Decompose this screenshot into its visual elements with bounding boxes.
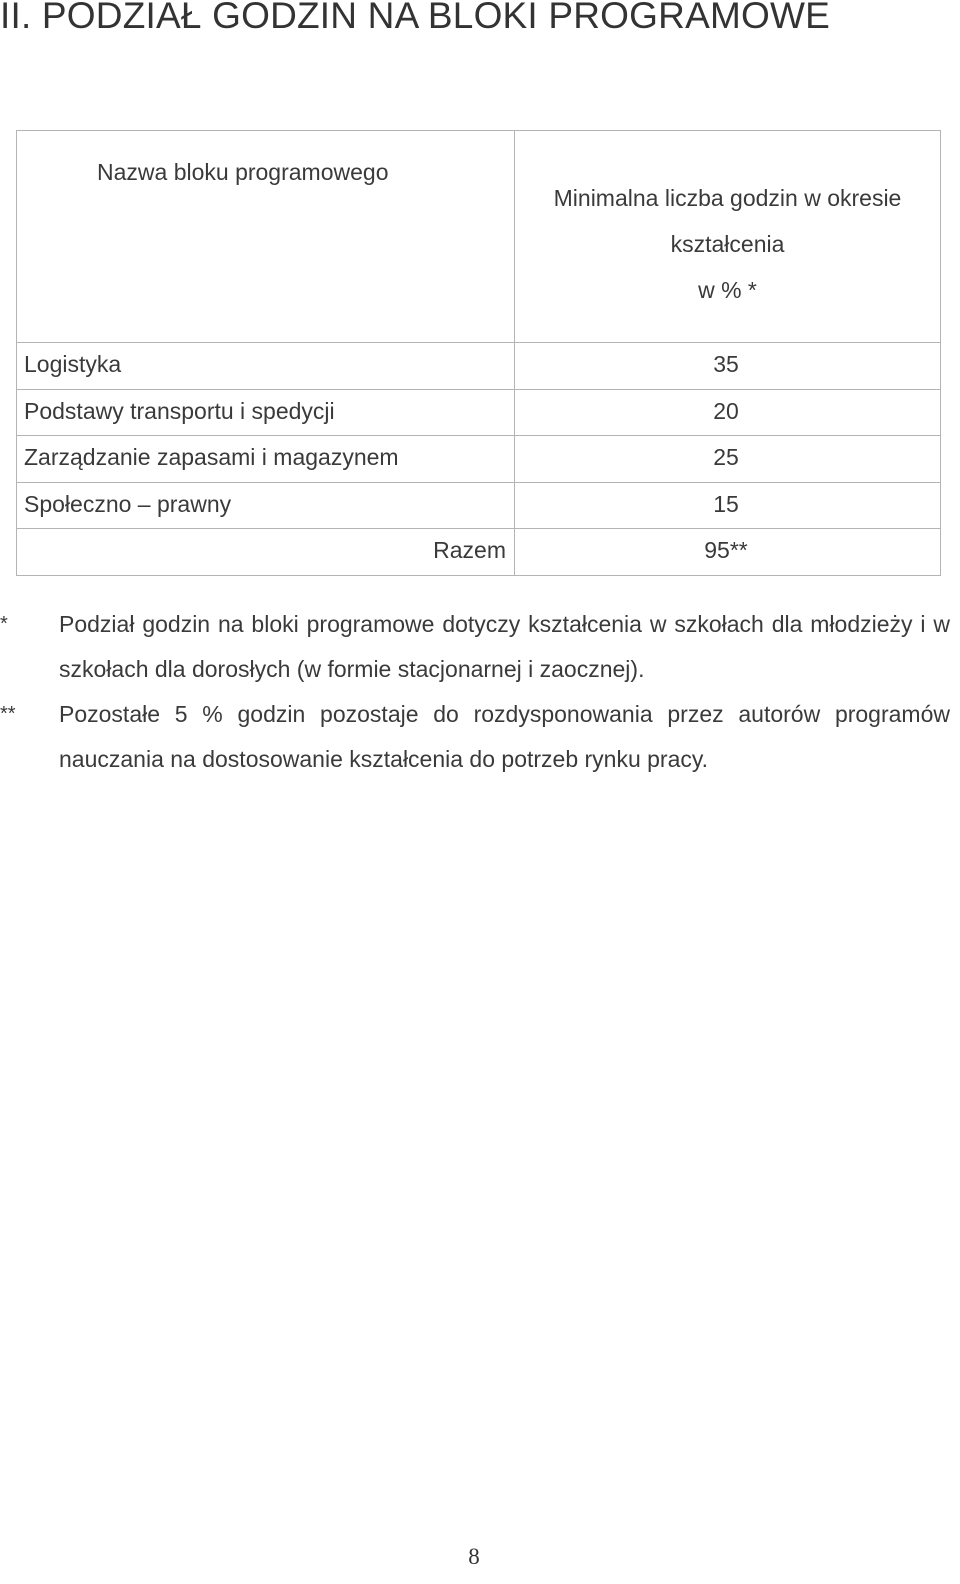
- program-blocks-table: [16, 130, 941, 576]
- table-header-row: [17, 131, 940, 342]
- block-percent: 35: [713, 351, 739, 377]
- block-name-cell: [17, 436, 514, 482]
- header-cell-block-name: [17, 131, 514, 342]
- footnote-marker: *: [0, 613, 8, 635]
- block-percent-cell: [514, 483, 940, 529]
- block-percent: 20: [713, 397, 739, 424]
- block-percent: 15: [713, 490, 739, 517]
- table-row: [17, 482, 940, 529]
- block-name: Logistyka: [24, 351, 122, 377]
- header-cell-min-hours: [514, 131, 940, 342]
- block-percent-cell: [514, 436, 940, 482]
- table-row: [17, 342, 940, 389]
- header-block-name: Nazwa bloku programowego: [97, 159, 389, 185]
- header-min-hours-line-3: w % *: [698, 277, 757, 303]
- header-min-hours-line-2: kształcenia: [670, 231, 785, 257]
- total-value-cell: [514, 529, 940, 575]
- table-row: [17, 435, 940, 482]
- total-label: Razem: [433, 537, 506, 563]
- section-title: II. PODZIAŁ GODZIN NA BLOKI PROGRAMOWE: [0, 0, 830, 36]
- block-name: Społeczno – prawny: [24, 490, 232, 517]
- header-min-hours-line-1: Minimalna liczba godzin w okresie: [553, 185, 902, 211]
- footnote-marker: **: [0, 703, 16, 725]
- footnote-text: Pozostałe 5 % godzin pozostaje do rozdysponowania przez autorów programów nauczania na dostosowanie kształcenia do potrzeb rynku pracy.: [59, 701, 950, 772]
- footnote: [0, 692, 950, 782]
- block-name: Zarządzanie zapasami i magazynem: [24, 444, 399, 470]
- table-total-row: [17, 528, 940, 575]
- block-percent-cell: [514, 390, 940, 436]
- block-name-cell: [17, 483, 514, 529]
- header-min-hours: [515, 175, 940, 313]
- footnote-text: Podział godzin na bloki programowe dotyczy kształcenia w szkołach dla młodzieży i w szkołach dla dorosłych (w formie stacjonarnej i zaocznej).: [59, 611, 950, 682]
- table-row: [17, 389, 940, 436]
- page-number: 8: [468, 1544, 480, 1569]
- block-name-cell: [17, 343, 514, 389]
- footnote: [0, 602, 950, 692]
- total-value: 95**: [704, 537, 748, 563]
- block-name-cell: [17, 390, 514, 436]
- footnotes: [0, 602, 950, 782]
- block-percent: 25: [713, 444, 739, 470]
- block-percent-cell: [514, 343, 940, 389]
- block-name: Podstawy transportu i spedycji: [24, 397, 335, 424]
- total-label-cell: [17, 529, 514, 575]
